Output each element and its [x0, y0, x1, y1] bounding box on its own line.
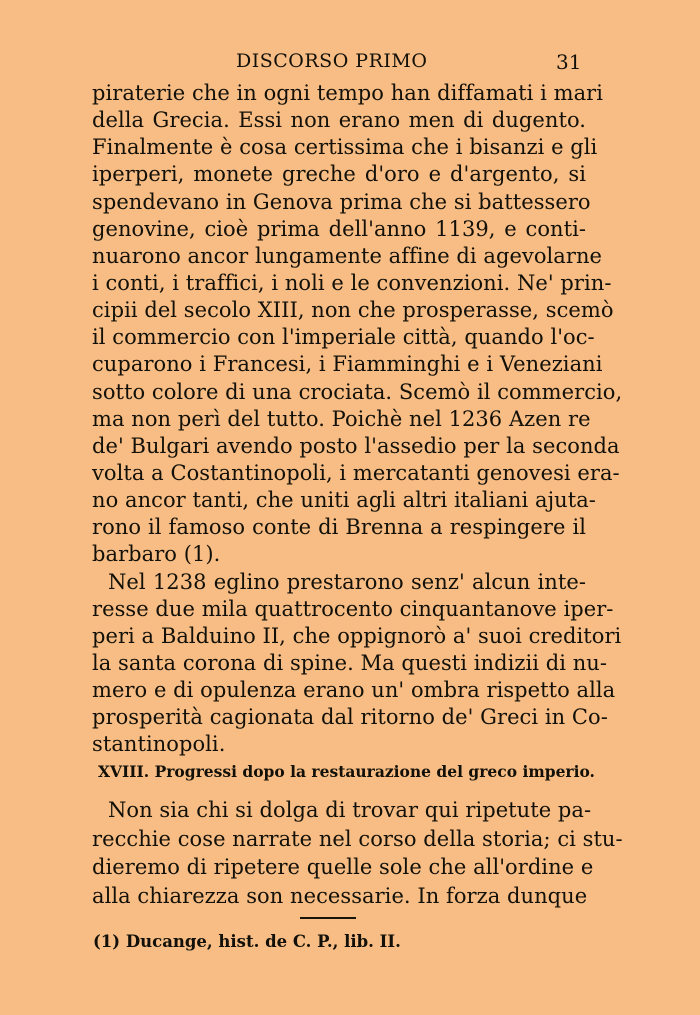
footnote-divider: [300, 917, 356, 919]
text-line: rono il famoso conte di Brenna a respingere il: [92, 515, 586, 540]
text-line: genovine, cioè prima dell'anno 1139, e conti-: [92, 216, 586, 241]
text-line: volta a Costantinopoli, i mercatanti genovesi era-: [92, 460, 620, 485]
text-line: alla chiarezza son necessarie. In forza dunque: [92, 883, 588, 908]
text-line: della Grecia. Essi non erano men di dugento.: [92, 108, 586, 133]
text-line: de' Bulgari avendo posto l'assedio per la seconda: [92, 433, 620, 458]
text-line: il commercio con l'imperiale città, quando l'oc-: [92, 325, 595, 350]
text-line: no ancor tanti, che uniti agli altri italiani ajuta-: [92, 488, 596, 513]
text-line: cuparono i Francesi, i Fiamminghi e i Veneziani: [92, 352, 603, 377]
text-line: stantinopoli.: [92, 732, 226, 757]
text-line: piraterie che in ogni tempo han diffamati i mari: [92, 81, 604, 105]
main-text: [92, 80, 623, 759]
text-line: spendevano in Genova prima che si battessero: [92, 189, 591, 214]
text-line: mero e di opulenza erano un' ombra rispetto alla: [92, 678, 616, 703]
text-line: i conti, i traffici, i noli e le convenzioni. Ne' prin-: [92, 270, 612, 295]
page-number: 31: [556, 50, 582, 74]
text-line: cipii del secolo XIII, non che prosperasse, scemò: [92, 298, 614, 323]
text-line: Nel 1238 eglino prestarono senz' alcun inte-: [108, 569, 586, 594]
text-line: barbaro (1).: [92, 542, 221, 567]
text-line: recchie cose narrate nel corso della storia; ci stu-: [92, 826, 623, 851]
running-title: DISCORSO PRIMO: [236, 50, 428, 72]
text-line: resse due mila quattrocento cinquantanove iper-: [92, 596, 614, 621]
page-header: [0, 50, 700, 76]
text-line: prosperità cagionata dal ritorno de' Greci in Co-: [92, 705, 608, 730]
text-line: nuarono ancor lungamente affine di agevolarne: [92, 243, 603, 268]
section-heading: XVIII. Progressi dopo la restaurazione del greco imperio.: [98, 762, 595, 781]
text-line: iperperi, monete greche d'oro e d'argento, si: [92, 162, 586, 187]
text-line: dieremo di ripetere quelle sole che all'ordine e: [92, 855, 594, 879]
text-line: Finalmente è cosa certissima che i bisanzi e gli: [92, 135, 598, 160]
text-line: ma non perì del tutto. Poichè nel 1236 Azen re: [92, 406, 591, 431]
section-text: [92, 796, 623, 910]
footnote: (1) Ducange, hist. de C. P., lib. II.: [93, 932, 401, 951]
text-line: la santa corona di spine. Ma questi indizii di nu-: [92, 650, 607, 675]
text-line: peri a Balduino II, che oppignorò a' suoi creditori: [92, 623, 622, 648]
text-line: sotto colore di una crociata. Scemò il commercio,: [92, 379, 623, 404]
text-line: Non sia chi si dolga di trovar qui ripetute pa-: [108, 798, 592, 822]
